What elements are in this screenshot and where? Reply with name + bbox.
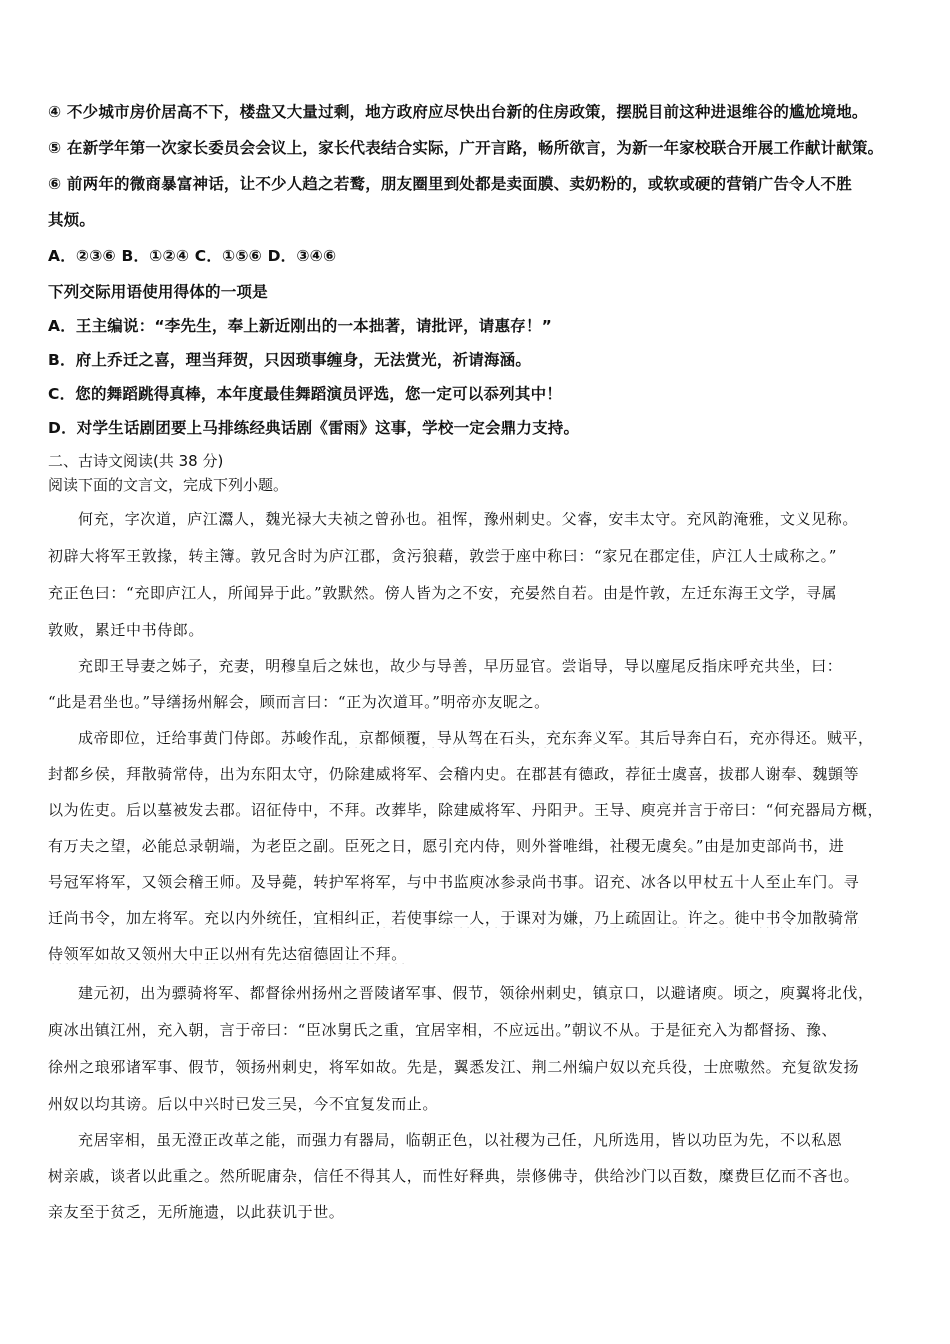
- passage-p3-line: [48, 907, 910, 928]
- question-item-6-cont: 其烦。: [48, 211, 96, 229]
- passage-p4-line: 徐州之琅邪诸军事、假节，领扬州刺史，将军如故。先是，翼悉发江、荆二州编户奴以充兵役，士庶嗷然。充复欲发扬: [48, 1058, 860, 1076]
- passage-p5-line: 树亲戚，谈者以此重之。然所昵庸杂，信任不得其人，而性好释典，崇修佛寺，供给沙门以百数，糜费巨亿而不吝也。: [48, 1167, 860, 1185]
- passage-p1-line: 初辟大将军王敦掾，转主簿。敦兄含时为庐江郡，贪污狼藉，敦尝于座中称曰：“家兄在郡定佳，庐江人士咸称之。”: [48, 547, 838, 565]
- passage-p3-line: 有万夫之望，必能总录朝端，为老臣之副。臣死之日，愿引充内侍，则外誉唯缉，社稷无虞矣。”由是加吏部尚书，进: [48, 837, 845, 855]
- passage-p1-line: 敦败，累迁中书侍郎。: [48, 621, 205, 639]
- passage-p5-line: 亲友至于贫乏，无所施遗，以此获讥于世。: [48, 1203, 345, 1221]
- passage-p2-line: “此是君坐也。”导缮扬州解会，顾而言曰：“正为次道耳。”明帝亦友昵之。: [48, 693, 550, 711]
- passage-p2-line: 充即王导妻之姊子，充妻，明穆皇后之妹也，故少与导善，早历显官。尝诣导，导以麈尾反指床呼充共坐，曰：: [78, 657, 843, 675]
- question-item-5: ⑤ 在新学年第一次家长委员会会议上，家长代表结合实际，广开言路，畅所欲言，为新一年家校联合开展工作献计献策。: [48, 139, 884, 157]
- underlined-sentence: 苏峻作乱，京都倾覆，导从驾在石头，充东奔义军。: [280, 729, 640, 747]
- option-a: A．王主编说：“李先生，奉上新近刚出的一本拙著，请批评，请惠存！”: [48, 317, 552, 335]
- passage-p1-line: 何充，字次道，庐江灊人，魏光禄大夫祯之曾孙也。祖恽，豫州刺史。父睿，安丰太守。充风韵淹雅，文义见称。: [78, 510, 859, 528]
- option-b: B．府上乔迁之喜，理当拜贺，只因琐事缠身，无法赏光，祈请海涵。: [48, 351, 532, 369]
- option-d: D．对学生话剧团要上马排练经典话剧《雷雨》这事，学校一定会鼎力支持。: [48, 419, 580, 437]
- passage-p4-line: 建元初，出为骠骑将军、都督徐州扬州之晋陵诸军事、假节，领徐州刺史，镇京口，以避诸庾。顷之，庾翼将北伐，: [78, 984, 874, 1002]
- passage-text: 其后导奔白石，充亦得还。贼平，: [639, 729, 874, 747]
- question-options: A．②③⑥ B．①②④ C．①⑤⑥ D．③④⑥: [48, 247, 337, 265]
- question-stem: 下列交际用语使用得体的一项是: [48, 283, 268, 301]
- passage-p1-line: 充正色曰：“充即庐江人，所闻异于此。”敦默然。傍人皆为之不安，充晏然自若。由是忤敦，左迁东海王文学，寻属: [48, 584, 838, 602]
- passage-p4-line: 庾冰出镇江州，充入朝，言于帝曰：“臣冰舅氏之重，宜居宰相，不应远出。”朝议不从。于是征充入为都督扬、豫、: [48, 1021, 838, 1039]
- section-instruction: 阅读下面的文言文，完成下列小题。: [48, 476, 289, 494]
- passage-p3-line: [78, 727, 910, 748]
- passage-text: 成帝即位，迁给事黄门侍郎。: [78, 729, 281, 747]
- passage-p3-line: 封都乡侯，拜散骑常侍，出为东阳太守，仍除建威将军、会稽内史。在郡甚有德政，荐征士虞喜，拔郡人谢奉、魏顗等: [48, 765, 860, 783]
- passage-p4-line: 州奴以均其谤。后以中兴时已发三吴，今不宜复发而止。: [48, 1095, 439, 1113]
- underlined-sentence: 徙中书令加散骑常: [734, 909, 860, 927]
- section-heading: 二、古诗文阅读(共 38 分): [48, 452, 224, 470]
- question-item-4: ④ 不少城市房价居高不下，楼盘又大量过剩，地方政府应尽快出台新的住房政策，摆脱目前这种进退维谷的尴尬境地。: [48, 103, 868, 121]
- passage-p5-line: 充居宰相，虽无澄正改革之能，而强力有器局，临朝正色，以社稷为己任，凡所选用，皆以功臣为先，不以私恩: [78, 1131, 843, 1149]
- underlined-sentence: 侍领军如故又领州大中正以州有先达宿德固让不拜。: [48, 945, 407, 963]
- question-item-6: ⑥ 前两年的微商暴富神话，让不少人趋之若鹜，朋友圈里到处都是卖面膜、卖奶粉的，或软或硬的营销广告令人不胜: [48, 175, 852, 193]
- passage-p3-line: 号冠军将军，又领会稽王师。及导薨，转护军将军，与中书监庾冰参录尚书事。诏充、冰各以甲杖五十人至止车门。寻: [48, 873, 860, 891]
- passage-p3-line: 以为佐吏。后以墓被发去郡。诏征侍中，不拜。改葬毕，除建威将军、丹阳尹。王导、庾亮并言于帝曰：“何充器局方概，: [48, 801, 884, 819]
- underlined-sentence: 充以内外统任，宜相纠正，若使事综一人，于课对为嫌，乃上疏固让。许之。: [204, 909, 735, 927]
- passage-p3-line: [48, 943, 910, 964]
- passage-text: 迁尚书令，加左将军。: [48, 909, 205, 927]
- option-c: C．您的舞蹈跳得真棒，本年度最佳舞蹈演员评选，您一定可以忝列其中！: [48, 385, 562, 403]
